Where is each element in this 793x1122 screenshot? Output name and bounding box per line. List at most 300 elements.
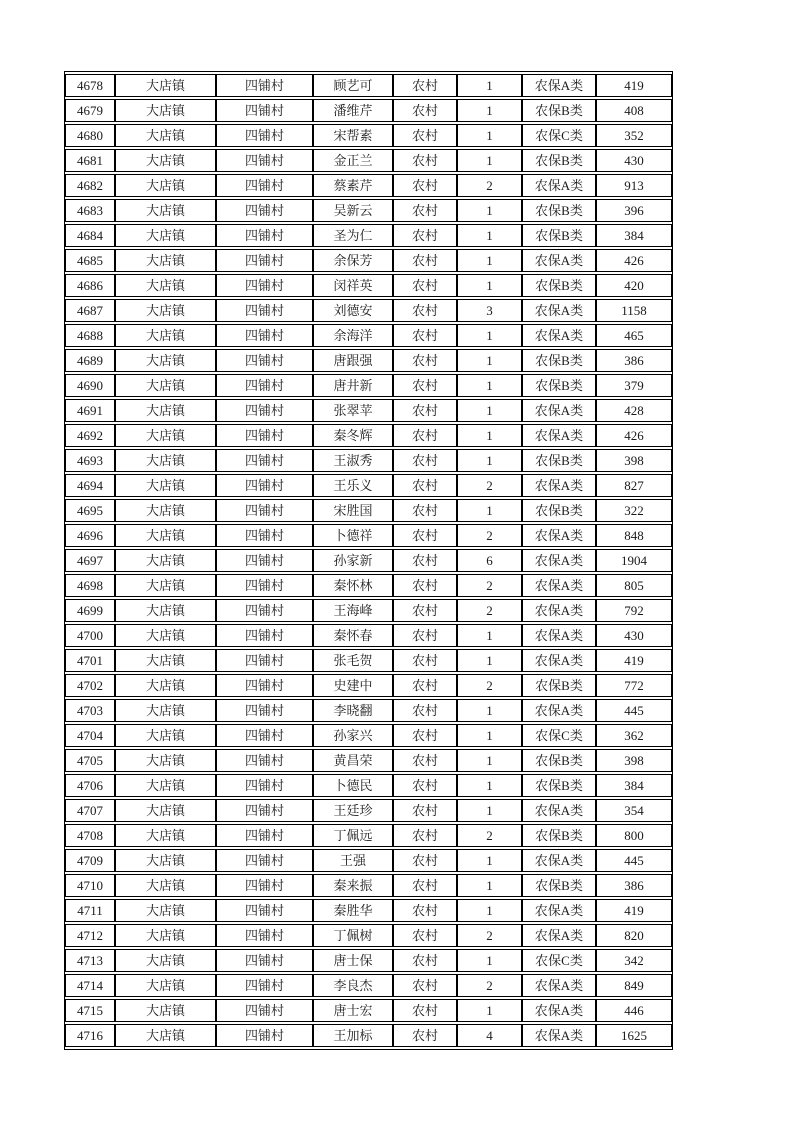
- residence-type-cell: 农村: [393, 624, 457, 647]
- table-row: [65, 724, 672, 747]
- member-count-cell: 2: [457, 674, 522, 697]
- town-cell: 大店镇: [115, 499, 216, 522]
- person-name-cell: 丁佩树: [313, 924, 393, 947]
- member-count-cell: 2: [457, 599, 522, 622]
- residence-type-cell: 农村: [393, 974, 457, 997]
- village-cell: 四铺村: [216, 199, 313, 222]
- amount-cell: 342: [596, 949, 672, 972]
- person-name-cell: 王乐义: [313, 474, 393, 497]
- village-cell: 四铺村: [216, 324, 313, 347]
- row-id-cell: 4695: [65, 499, 115, 522]
- amount-cell: 384: [596, 774, 672, 797]
- insurance-category-cell: 农保B类: [522, 674, 596, 697]
- insurance-category-cell: 农保C类: [522, 724, 596, 747]
- row-id-cell: 4703: [65, 699, 115, 722]
- row-id-cell: 4687: [65, 299, 115, 322]
- row-id-cell: 4680: [65, 124, 115, 147]
- member-count-cell: 1: [457, 199, 522, 222]
- amount-cell: 398: [596, 449, 672, 472]
- amount-cell: 419: [596, 899, 672, 922]
- row-id-cell: 4710: [65, 874, 115, 897]
- row-id-cell: 4686: [65, 274, 115, 297]
- person-name-cell: 孙家新: [313, 549, 393, 572]
- village-cell: 四铺村: [216, 549, 313, 572]
- table-body: [65, 74, 672, 1047]
- person-name-cell: 闵祥英: [313, 274, 393, 297]
- table-row: [65, 849, 672, 872]
- table-row: [65, 674, 672, 697]
- insurance-category-cell: 农保B类: [522, 349, 596, 372]
- member-count-cell: 1: [457, 149, 522, 172]
- row-id-cell: 4679: [65, 99, 115, 122]
- residence-type-cell: 农村: [393, 524, 457, 547]
- residence-type-cell: 农村: [393, 924, 457, 947]
- row-id-cell: 4708: [65, 824, 115, 847]
- town-cell: 大店镇: [115, 924, 216, 947]
- village-cell: 四铺村: [216, 799, 313, 822]
- table-row: [65, 824, 672, 847]
- records-table: [64, 71, 673, 1050]
- town-cell: 大店镇: [115, 849, 216, 872]
- row-id-cell: 4711: [65, 899, 115, 922]
- amount-cell: 398: [596, 749, 672, 772]
- residence-type-cell: 农村: [393, 74, 457, 97]
- town-cell: 大店镇: [115, 324, 216, 347]
- residence-type-cell: 农村: [393, 849, 457, 872]
- table-row: [65, 699, 672, 722]
- residence-type-cell: 农村: [393, 249, 457, 272]
- town-cell: 大店镇: [115, 124, 216, 147]
- table-row: [65, 149, 672, 172]
- row-id-cell: 4699: [65, 599, 115, 622]
- town-cell: 大店镇: [115, 174, 216, 197]
- person-name-cell: 王淑秀: [313, 449, 393, 472]
- amount-cell: 322: [596, 499, 672, 522]
- insurance-category-cell: 农保A类: [522, 999, 596, 1022]
- insurance-category-cell: 农保A类: [522, 524, 596, 547]
- member-count-cell: 1: [457, 449, 522, 472]
- insurance-category-cell: 农保B类: [522, 224, 596, 247]
- person-name-cell: 秦来振: [313, 874, 393, 897]
- person-name-cell: 王海峰: [313, 599, 393, 622]
- town-cell: 大店镇: [115, 424, 216, 447]
- row-id-cell: 4689: [65, 349, 115, 372]
- member-count-cell: 1: [457, 749, 522, 772]
- town-cell: 大店镇: [115, 299, 216, 322]
- row-id-cell: 4693: [65, 449, 115, 472]
- town-cell: 大店镇: [115, 874, 216, 897]
- village-cell: 四铺村: [216, 849, 313, 872]
- person-name-cell: 秦怀春: [313, 624, 393, 647]
- village-cell: 四铺村: [216, 249, 313, 272]
- row-id-cell: 4706: [65, 774, 115, 797]
- town-cell: 大店镇: [115, 999, 216, 1022]
- row-id-cell: 4697: [65, 549, 115, 572]
- member-count-cell: 1: [457, 249, 522, 272]
- row-id-cell: 4705: [65, 749, 115, 772]
- row-id-cell: 4685: [65, 249, 115, 272]
- insurance-category-cell: 农保B类: [522, 199, 596, 222]
- insurance-category-cell: 农保A类: [522, 299, 596, 322]
- village-cell: 四铺村: [216, 274, 313, 297]
- village-cell: 四铺村: [216, 399, 313, 422]
- amount-cell: 419: [596, 649, 672, 672]
- member-count-cell: 1: [457, 499, 522, 522]
- residence-type-cell: 农村: [393, 349, 457, 372]
- person-name-cell: 秦冬辉: [313, 424, 393, 447]
- person-name-cell: 黄昌荣: [313, 749, 393, 772]
- table-row: [65, 324, 672, 347]
- amount-cell: 772: [596, 674, 672, 697]
- row-id-cell: 4681: [65, 149, 115, 172]
- insurance-category-cell: 农保B类: [522, 449, 596, 472]
- row-id-cell: 4713: [65, 949, 115, 972]
- row-id-cell: 4700: [65, 624, 115, 647]
- village-cell: 四铺村: [216, 724, 313, 747]
- town-cell: 大店镇: [115, 649, 216, 672]
- town-cell: 大店镇: [115, 974, 216, 997]
- town-cell: 大店镇: [115, 374, 216, 397]
- residence-type-cell: 农村: [393, 649, 457, 672]
- village-cell: 四铺村: [216, 999, 313, 1022]
- residence-type-cell: 农村: [393, 199, 457, 222]
- town-cell: 大店镇: [115, 799, 216, 822]
- town-cell: 大店镇: [115, 524, 216, 547]
- residence-type-cell: 农村: [393, 299, 457, 322]
- residence-type-cell: 农村: [393, 674, 457, 697]
- person-name-cell: 唐士保: [313, 949, 393, 972]
- village-cell: 四铺村: [216, 599, 313, 622]
- insurance-category-cell: 农保B类: [522, 99, 596, 122]
- amount-cell: 446: [596, 999, 672, 1022]
- member-count-cell: 1: [457, 374, 522, 397]
- insurance-category-cell: 农保B类: [522, 749, 596, 772]
- residence-type-cell: 农村: [393, 99, 457, 122]
- amount-cell: 913: [596, 174, 672, 197]
- residence-type-cell: 农村: [393, 824, 457, 847]
- member-count-cell: 1: [457, 424, 522, 447]
- member-count-cell: 1: [457, 349, 522, 372]
- amount-cell: 362: [596, 724, 672, 747]
- amount-cell: 428: [596, 399, 672, 422]
- table-row: [65, 799, 672, 822]
- table-row: [65, 574, 672, 597]
- member-count-cell: 1: [457, 274, 522, 297]
- residence-type-cell: 农村: [393, 899, 457, 922]
- residence-type-cell: 农村: [393, 149, 457, 172]
- town-cell: 大店镇: [115, 224, 216, 247]
- table-row: [65, 874, 672, 897]
- person-name-cell: 王加标: [313, 1024, 393, 1047]
- member-count-cell: 1: [457, 999, 522, 1022]
- table-row: [65, 774, 672, 797]
- table-row: [65, 599, 672, 622]
- member-count-cell: 1: [457, 849, 522, 872]
- member-count-cell: 1: [457, 949, 522, 972]
- row-id-cell: 4715: [65, 999, 115, 1022]
- person-name-cell: 蔡素芹: [313, 174, 393, 197]
- residence-type-cell: 农村: [393, 499, 457, 522]
- residence-type-cell: 农村: [393, 799, 457, 822]
- insurance-category-cell: 农保A类: [522, 74, 596, 97]
- insurance-category-cell: 农保A类: [522, 399, 596, 422]
- village-cell: 四铺村: [216, 299, 313, 322]
- amount-cell: 379: [596, 374, 672, 397]
- row-id-cell: 4702: [65, 674, 115, 697]
- town-cell: 大店镇: [115, 474, 216, 497]
- table-row: [65, 899, 672, 922]
- insurance-category-cell: 农保A类: [522, 924, 596, 947]
- table-row: [65, 349, 672, 372]
- table-row: [65, 949, 672, 972]
- village-cell: 四铺村: [216, 649, 313, 672]
- table-row: [65, 174, 672, 197]
- residence-type-cell: 农村: [393, 574, 457, 597]
- member-count-cell: 4: [457, 1024, 522, 1047]
- table-row: [65, 199, 672, 222]
- table-row: [65, 124, 672, 147]
- village-cell: 四铺村: [216, 374, 313, 397]
- insurance-category-cell: 农保A类: [522, 174, 596, 197]
- village-cell: 四铺村: [216, 624, 313, 647]
- row-id-cell: 4709: [65, 849, 115, 872]
- amount-cell: 805: [596, 574, 672, 597]
- table-row: [65, 474, 672, 497]
- insurance-category-cell: 农保C类: [522, 124, 596, 147]
- person-name-cell: 史建中: [313, 674, 393, 697]
- residence-type-cell: 农村: [393, 999, 457, 1022]
- village-cell: 四铺村: [216, 774, 313, 797]
- insurance-category-cell: 农保B类: [522, 149, 596, 172]
- insurance-category-cell: 农保A类: [522, 424, 596, 447]
- person-name-cell: 潘维芹: [313, 99, 393, 122]
- town-cell: 大店镇: [115, 349, 216, 372]
- town-cell: 大店镇: [115, 574, 216, 597]
- amount-cell: 792: [596, 599, 672, 622]
- member-count-cell: 1: [457, 324, 522, 347]
- table-row: [65, 449, 672, 472]
- village-cell: 四铺村: [216, 124, 313, 147]
- person-name-cell: 秦胜华: [313, 899, 393, 922]
- row-id-cell: 4696: [65, 524, 115, 547]
- member-count-cell: 1: [457, 649, 522, 672]
- person-name-cell: 王强: [313, 849, 393, 872]
- insurance-category-cell: 农保C类: [522, 949, 596, 972]
- village-cell: 四铺村: [216, 749, 313, 772]
- residence-type-cell: 农村: [393, 399, 457, 422]
- village-cell: 四铺村: [216, 499, 313, 522]
- insurance-category-cell: 农保A类: [522, 474, 596, 497]
- town-cell: 大店镇: [115, 1024, 216, 1047]
- insurance-category-cell: 农保B类: [522, 499, 596, 522]
- village-cell: 四铺村: [216, 74, 313, 97]
- village-cell: 四铺村: [216, 899, 313, 922]
- town-cell: 大店镇: [115, 949, 216, 972]
- amount-cell: 820: [596, 924, 672, 947]
- table-row: [65, 374, 672, 397]
- amount-cell: 354: [596, 799, 672, 822]
- village-cell: 四铺村: [216, 524, 313, 547]
- row-id-cell: 4694: [65, 474, 115, 497]
- amount-cell: 800: [596, 824, 672, 847]
- amount-cell: 386: [596, 349, 672, 372]
- insurance-category-cell: 农保A类: [522, 899, 596, 922]
- row-id-cell: 4701: [65, 649, 115, 672]
- member-count-cell: 1: [457, 724, 522, 747]
- row-id-cell: 4678: [65, 74, 115, 97]
- person-name-cell: 丁佩远: [313, 824, 393, 847]
- village-cell: 四铺村: [216, 1024, 313, 1047]
- person-name-cell: 张翠苹: [313, 399, 393, 422]
- insurance-category-cell: 农保A类: [522, 1024, 596, 1047]
- row-id-cell: 4690: [65, 374, 115, 397]
- table-row: [65, 224, 672, 247]
- member-count-cell: 2: [457, 824, 522, 847]
- residence-type-cell: 农村: [393, 374, 457, 397]
- village-cell: 四铺村: [216, 174, 313, 197]
- row-id-cell: 4692: [65, 424, 115, 447]
- insurance-category-cell: 农保A类: [522, 849, 596, 872]
- insurance-category-cell: 农保A类: [522, 799, 596, 822]
- person-name-cell: 唐跟强: [313, 349, 393, 372]
- person-name-cell: 圣为仁: [313, 224, 393, 247]
- village-cell: 四铺村: [216, 474, 313, 497]
- table-row: [65, 274, 672, 297]
- person-name-cell: 李良杰: [313, 974, 393, 997]
- insurance-category-cell: 农保A类: [522, 549, 596, 572]
- residence-type-cell: 农村: [393, 124, 457, 147]
- table-row: [65, 749, 672, 772]
- insurance-category-cell: 农保B类: [522, 824, 596, 847]
- village-cell: 四铺村: [216, 924, 313, 947]
- residence-type-cell: 农村: [393, 874, 457, 897]
- row-id-cell: 4716: [65, 1024, 115, 1047]
- member-count-cell: 2: [457, 574, 522, 597]
- row-id-cell: 4691: [65, 399, 115, 422]
- table-row: [65, 524, 672, 547]
- village-cell: 四铺村: [216, 574, 313, 597]
- person-name-cell: 张毛贺: [313, 649, 393, 672]
- member-count-cell: 1: [457, 799, 522, 822]
- amount-cell: 848: [596, 524, 672, 547]
- village-cell: 四铺村: [216, 349, 313, 372]
- person-name-cell: 顾艺可: [313, 74, 393, 97]
- insurance-category-cell: 农保B类: [522, 274, 596, 297]
- member-count-cell: 2: [457, 974, 522, 997]
- amount-cell: 426: [596, 249, 672, 272]
- row-id-cell: 4683: [65, 199, 115, 222]
- residence-type-cell: 农村: [393, 224, 457, 247]
- member-count-cell: 1: [457, 899, 522, 922]
- insurance-category-cell: 农保A类: [522, 574, 596, 597]
- insurance-category-cell: 农保A类: [522, 324, 596, 347]
- town-cell: 大店镇: [115, 624, 216, 647]
- town-cell: 大店镇: [115, 199, 216, 222]
- table-row: [65, 74, 672, 97]
- residence-type-cell: 农村: [393, 699, 457, 722]
- insurance-category-cell: 农保A类: [522, 624, 596, 647]
- person-name-cell: 李晓翻: [313, 699, 393, 722]
- person-name-cell: 卜德民: [313, 774, 393, 797]
- residence-type-cell: 农村: [393, 549, 457, 572]
- town-cell: 大店镇: [115, 449, 216, 472]
- residence-type-cell: 农村: [393, 449, 457, 472]
- person-name-cell: 唐井新: [313, 374, 393, 397]
- village-cell: 四铺村: [216, 974, 313, 997]
- member-count-cell: 2: [457, 174, 522, 197]
- village-cell: 四铺村: [216, 424, 313, 447]
- village-cell: 四铺村: [216, 674, 313, 697]
- town-cell: 大店镇: [115, 274, 216, 297]
- table-row: [65, 999, 672, 1022]
- row-id-cell: 4698: [65, 574, 115, 597]
- town-cell: 大店镇: [115, 99, 216, 122]
- residence-type-cell: 农村: [393, 599, 457, 622]
- amount-cell: 445: [596, 699, 672, 722]
- amount-cell: 1625: [596, 1024, 672, 1047]
- residence-type-cell: 农村: [393, 774, 457, 797]
- town-cell: 大店镇: [115, 774, 216, 797]
- residence-type-cell: 农村: [393, 949, 457, 972]
- town-cell: 大店镇: [115, 149, 216, 172]
- member-count-cell: 2: [457, 524, 522, 547]
- residence-type-cell: 农村: [393, 474, 457, 497]
- table-row: [65, 99, 672, 122]
- town-cell: 大店镇: [115, 899, 216, 922]
- amount-cell: 352: [596, 124, 672, 147]
- town-cell: 大店镇: [115, 249, 216, 272]
- table-row: [65, 1024, 672, 1047]
- town-cell: 大店镇: [115, 674, 216, 697]
- insurance-category-cell: 农保A类: [522, 974, 596, 997]
- residence-type-cell: 农村: [393, 174, 457, 197]
- town-cell: 大店镇: [115, 699, 216, 722]
- table-row: [65, 399, 672, 422]
- person-name-cell: 宋胜国: [313, 499, 393, 522]
- amount-cell: 396: [596, 199, 672, 222]
- village-cell: 四铺村: [216, 449, 313, 472]
- table-row: [65, 624, 672, 647]
- amount-cell: 430: [596, 149, 672, 172]
- village-cell: 四铺村: [216, 224, 313, 247]
- amount-cell: 426: [596, 424, 672, 447]
- town-cell: 大店镇: [115, 74, 216, 97]
- amount-cell: 430: [596, 624, 672, 647]
- row-id-cell: 4714: [65, 974, 115, 997]
- person-name-cell: 宋帮素: [313, 124, 393, 147]
- member-count-cell: 2: [457, 924, 522, 947]
- table-row: [65, 924, 672, 947]
- row-id-cell: 4682: [65, 174, 115, 197]
- village-cell: 四铺村: [216, 149, 313, 172]
- insurance-category-cell: 农保A类: [522, 599, 596, 622]
- amount-cell: 384: [596, 224, 672, 247]
- amount-cell: 827: [596, 474, 672, 497]
- row-id-cell: 4688: [65, 324, 115, 347]
- village-cell: 四铺村: [216, 874, 313, 897]
- person-name-cell: 卜德祥: [313, 524, 393, 547]
- table-row: [65, 299, 672, 322]
- amount-cell: 465: [596, 324, 672, 347]
- amount-cell: 408: [596, 99, 672, 122]
- insurance-category-cell: 农保A类: [522, 649, 596, 672]
- row-id-cell: 4712: [65, 924, 115, 947]
- town-cell: 大店镇: [115, 749, 216, 772]
- member-count-cell: 1: [457, 399, 522, 422]
- village-cell: 四铺村: [216, 699, 313, 722]
- amount-cell: 1904: [596, 549, 672, 572]
- member-count-cell: 1: [457, 99, 522, 122]
